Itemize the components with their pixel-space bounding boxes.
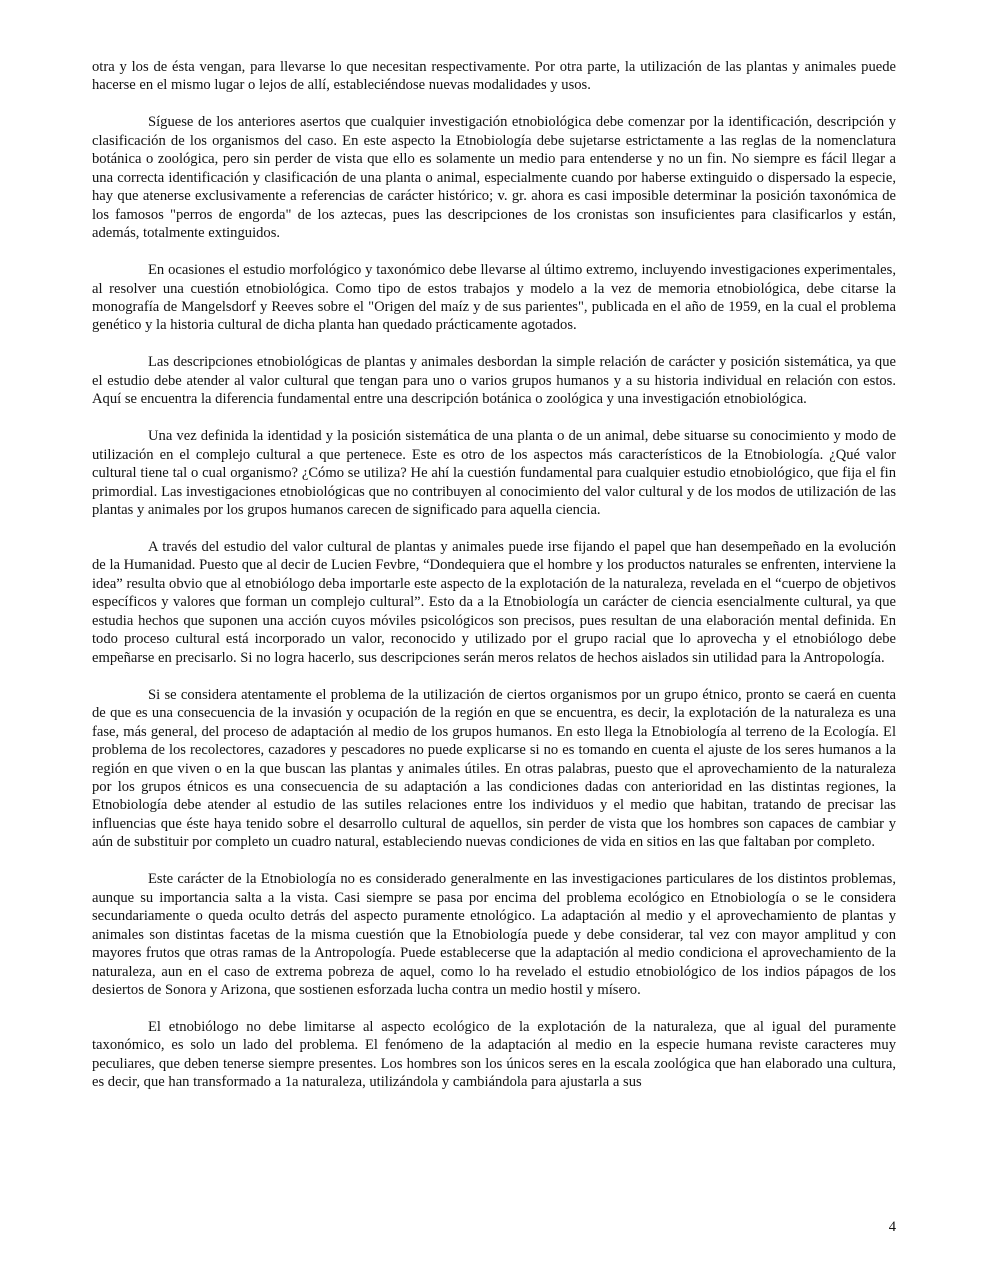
paragraph-8: Este carácter de la Etnobiología no es considerado generalmente en las investigaciones particulares de los distintos problemas, aunque su importancia salta a la vista. Casi siempre se pasa por encima del problema ecológico en Etnobiología o se le considera secundariamente o queda oculto detrás del aspecto puramente etnológico. La adaptación al medio y el aprovechamiento de plantas y animales son distintas facetas de la misma cuestión que la Etnobiología puede y debe considerar, tal vez con mayor amplitud y con mayores frutos que otras ramas de la Antropología. Puede establecerse que la adaptación al medio condiciona el aprovechamiento de la naturaleza, aun en el caso de extrema pobreza de aquel, como lo ha revelado el estudio etnobiológico de los indios pápagos de los desiertos de Sonora y Arizona, que sostienen esforzada lucha contra un medio hostil y mísero. (92, 871, 896, 998)
paragraph-9: El etnobiólogo no debe limitarse al aspecto ecológico de la explotación de la naturaleza, que al igual del puramente taxonómico, es solo un lado del problema. El fenómeno de la adaptación al medio en la especie humana reviste caracteres muy peculiares, que deben tenerse siempre presentes. Los hombres son los únicos seres en la escala zoológica que han elaborado una cultura, es decir, que han transformado a 1a naturaleza, utilizándola y cambiándola para ajustarla a sus (92, 1018, 896, 1091)
paragraph-2: Síguese de los anteriores asertos que cualquier investigación etnobiológica debe comenzar por la identificación, descripción y clasificación de los organismos del caso. En este aspecto la Etnobiología debe sujetarse estrictamente a las reglas de la nomenclatura botánica o zoológica, pero sin perder de vista que ello es solamente un medio para entenderse y no un fin. No siempre es fácil llegar a una correcta identificación y clasificación de una planta o animal, especialmente cuando por haberse extinguido o dispersado la especie, hay que atenerse exclusivamente a referencias de carácter histórico; v. gr. ahora es casi imposible determinar la posición taxonómica de los famosos "perros de engorda" de los aztecas, pues las descripciones de los cronistas son insuficientes para clasificarlos y están, además, totalmente extinguidos. (92, 114, 896, 242)
paragraph-6: A través del estudio del valor cultural de plantas y animales puede irse fijando el papel que han desempeñado en la evolución de la Humanidad. Puesto que al decir de Lucien Fevbre, “Dondequiera que el hombre y los productos naturales se enfrenten, interviene la idea” resulta obvio que al etnobiólogo deba importarle este aspecto de la explotación de la naturaleza, revelada en el “cuerpo de objetivos específicos y valores que forman un complejo cultural”. Esto da a la Etnobiología un carácter de ciencia esencialmente cultural, ya que estudia hechos que suponen una acción cuyos móviles psicológicos son precisos, pues resultan de una elaboración mental definida. En todo proceso cultural está incorporado un valor, reconocido y utilizado por el grupo racial que lo aprovecha y el etnobiólogo debe empeñarse en precisarlo. Si no logra hacerlo, sus descripciones serán meros relatos de hechos aislados sin utilidad para la Antropología. (92, 539, 896, 666)
paragraph-7: Si se considera atentamente el problema de la utilización de ciertos organismos por un grupo étnico, pronto se caerá en cuenta de que es una consecuencia de la invasión y ocupación de la región en que se encuentra, es decir, la explotación de la naturaleza es una fase, más general, del proceso de adaptación al medio de los grupos humanos. En esto llega la Etnobiología al terreno de la Ecología. El problema de los recolectores, cazadores y pescadores no puede explicarse si no es tomando en cuenta el ajuste de los seres humanos a la región en que viven o en la que buscan las plantas y animales útiles. En otras palabras, puesto que el aprovechamiento de la naturaleza por los grupos étnicos es una consecuencia de su adaptación a las condiciones dadas con anterioridad en las distintas regiones, la Etnobiología debe atender al estudio de las sutiles relaciones entre los individuos y el medio que habitan, tratando de precisar las influencias que éste haya tenido sobre el desarrollo cultural de aquellos, sin perder de vista que los hombres son capaces de cambiar y aún de substituir por completo un cuadro natural, estableciendo nuevas condiciones de vida en sitios en las que faltaban por completo. (92, 686, 896, 851)
paragraph-5: Una vez definida la identidad y la posición sistemática de una planta o de un animal, debe situarse su conocimiento y modo de utilización en el complejo cultural a que pertenece. Este es otro de los aspectos más característicos de la Etnobiología. ¿Qué valor cultural tiene tal o cual organismo? ¿Cómo se utiliza? He ahí la cuestión fundamental para cualquier estudio etnobiológico, que fija el fin primordial. Las investigaciones etnobiológicas que no contribuyen al conocimiento del valor cultural y de los modos de utilización de las plantas y animales por los grupos humanos carecen de significado para aquella ciencia. (92, 428, 896, 519)
page-number: 4 (888, 1219, 896, 1235)
body-text (92, 58, 896, 1092)
paragraph-3: En ocasiones el estudio morfológico y taxonómico debe llevarse al último extremo, incluyendo investigaciones experimentales, al resolver una cuestión etnobiológica. Como tipo de estos trabajos y modelo a la vez de memoria etnobiológica, debe citarse la monografía de Mangelsdorf y Reeves sobre el "Origen del maíz y de sus parientes", publicada en el año de 1959, en la cual el problema genético y la historia cultural de dicha planta han quedado prácticamente agotados. (92, 262, 896, 334)
paragraph-1: otra y los de ésta vengan, para llevarse lo que necesitan respectivamente. Por otra parte, la utilización de las plantas y animales puede hacerse en el mismo lugar o lejos de allí, estableciéndose nuevas modalidades y usos. (92, 59, 896, 94)
paragraph-4: Las descripciones etnobiológicas de plantas y animales desbordan la simple relación de carácter y posición sistemática, ya que el estudio debe atender al valor cultural que tengan para uno o varios grupos humanos y a su historia individual en relación con estos. Aquí se encuentra la diferencia fundamental entre una descripción botánica o zoológica y una investigación etnobiológica. (92, 354, 896, 408)
